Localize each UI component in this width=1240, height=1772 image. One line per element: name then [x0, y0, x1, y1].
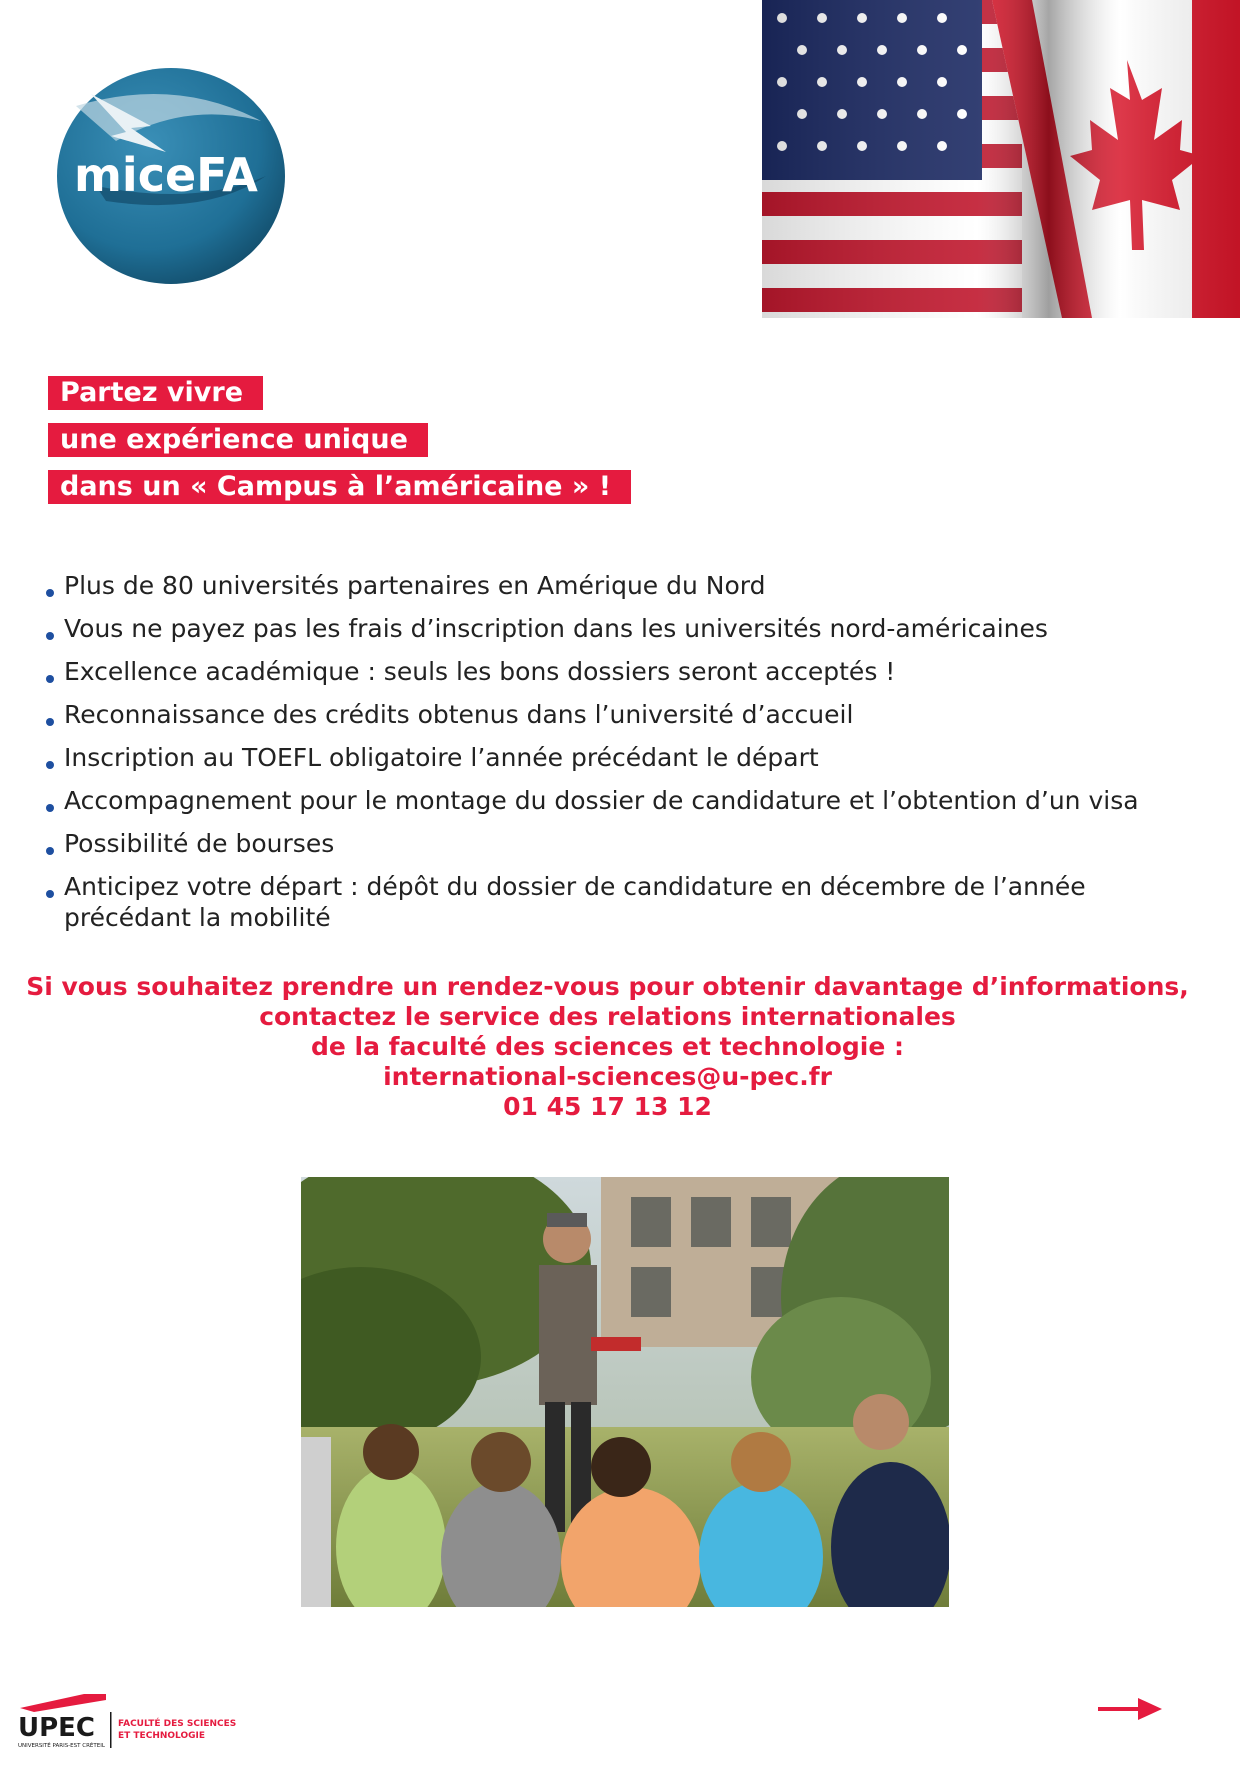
list-item: Plus de 80 universités partenaires en Amérique du Nord: [44, 570, 1174, 601]
headline-line: dans un « Campus à l’américaine » !: [48, 470, 631, 504]
logo-text: miceFA: [74, 148, 258, 202]
contact-email[interactable]: international-sciences@u-pec.fr: [383, 1062, 832, 1091]
micefa-logo: [56, 66, 286, 286]
bullet-icon: [46, 847, 54, 855]
list-item: Anticipez votre départ : dépôt du dossier de candidature en décembre de l’année précédant la mobilité: [44, 871, 1174, 933]
bullet-icon: [46, 804, 54, 812]
next-arrow-icon[interactable]: [1098, 1696, 1164, 1722]
upec-logo: [14, 1688, 244, 1750]
bullet-icon: [46, 761, 54, 769]
list-item: Possibilité de bourses: [44, 828, 1174, 859]
upec-wordmark: UPEC: [18, 1713, 96, 1743]
contact-block: [0, 972, 1215, 1122]
benefits-list: [44, 570, 1174, 945]
list-item: Accompagnement pour le montage du dossier de candidature et l’obtention d’un visa: [44, 785, 1174, 816]
list-item: Inscription au TOEFL obligatoire l’année précédant le départ: [44, 742, 1174, 773]
bullet-icon: [46, 589, 54, 597]
list-item: Vous ne payez pas les frais d’inscription dans les universités nord-américaines: [44, 613, 1174, 644]
list-item: Reconnaissance des crédits obtenus dans l’université d’accueil: [44, 699, 1174, 730]
us-canada-flags-image: [762, 0, 1240, 318]
contact-line: contactez le service des relations internationales: [259, 1002, 956, 1031]
bullet-icon: [46, 718, 54, 726]
faculty-line-1: FACULTÉ DES SCIENCES: [118, 1719, 237, 1729]
contact-line: de la faculté des sciences et technologie :: [310, 1032, 905, 1061]
bullet-icon: [46, 890, 54, 898]
upec-subtitle: UNIVERSITÉ PARIS-EST CRÉTEIL: [18, 1743, 105, 1749]
list-item: Excellence académique : seuls les bons dossiers seront acceptés !: [44, 656, 1174, 687]
bullet-icon: [46, 632, 54, 640]
headline-line: une expérience unique: [48, 423, 428, 457]
campus-class-photo: [301, 1177, 949, 1607]
faculty-line-2: ET TECHNOLOGIE: [118, 1731, 205, 1741]
headline: [48, 376, 631, 517]
contact-phone: 01 45 17 13 12: [503, 1092, 712, 1121]
contact-line: Si vous souhaitez prendre un rendez-vous pour obtenir davantage d’informations,: [26, 972, 1189, 1001]
bullet-icon: [46, 675, 54, 683]
headline-line: Partez vivre: [48, 376, 263, 410]
